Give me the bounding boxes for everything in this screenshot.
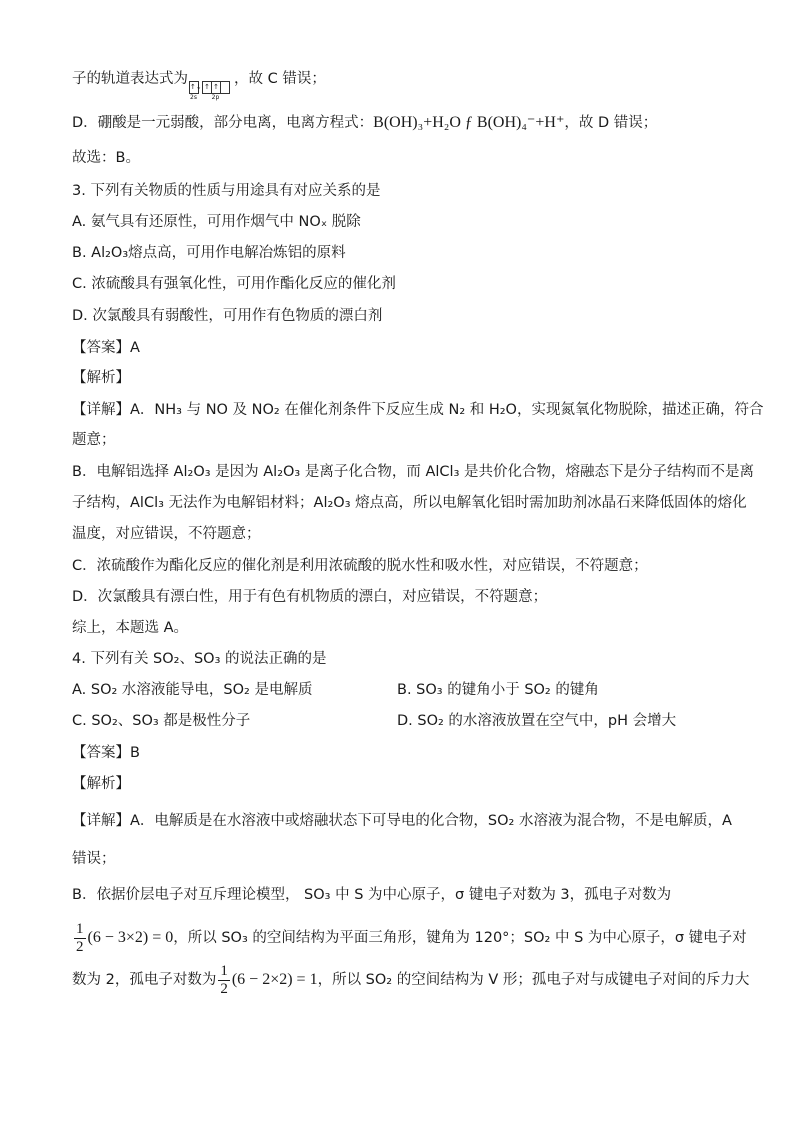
text-line bbox=[72, 112, 732, 134]
option-d: D. SO₂ 的水溶液放置在空气中，pH 会增大 bbox=[397, 713, 677, 729]
text-line: 故选：B。 bbox=[72, 150, 140, 166]
text-span: D．硼酸是一元弱酸，部分电离，电离方程式： bbox=[72, 115, 374, 131]
orbital-diagram bbox=[189, 74, 233, 101]
question-stem: 4. 下列有关 SO₂、SO₃ 的说法正确的是 bbox=[72, 651, 327, 667]
question-stem: 3. 下列有关物质的性质与用途具有对应关系的是 bbox=[72, 183, 381, 199]
text-line: 子结构，AlCl₃ 无法作为电解铝材料；Al₂O₃ 熔点高，所以电解氧化铝时需加助剂冰晶石来降低固体的熔化 bbox=[72, 495, 747, 511]
text-line: B．依据价层电子对互斥理论模型， SO₃ 中 S 为中心原子，σ 键电子对数为 3，孤电子对数为 bbox=[72, 887, 672, 903]
equation: B(OH)₃+H₂O ƒ B(OH)₄⁻+H⁺ bbox=[373, 114, 565, 131]
text-line bbox=[72, 68, 732, 101]
text-span: 数为 2，孤电子对数为 bbox=[72, 972, 217, 988]
text-line: 【详解】A．电解质是在水溶液中或熔融状态下可导电的化合物，SO₂ 水溶液为混合物，不是电解质，A bbox=[72, 813, 732, 829]
fraction-denominator: 2 bbox=[220, 980, 228, 997]
option-d: D. 次氯酸具有弱酸性，可用作有色物质的漂白剂 bbox=[72, 308, 383, 324]
fraction bbox=[218, 963, 230, 998]
text-line: D．次氯酸具有漂白性，用于有色有机物质的漂白，对应错误，不符题意； bbox=[72, 589, 548, 605]
option-c: C. 浓硫酸具有强氧化性，可用作酯化反应的催化剂 bbox=[72, 276, 396, 292]
option-b: B. Al₂O₃熔点高，可用作电解冶炼铝的原料 bbox=[72, 245, 346, 261]
fraction-numerator: 1 bbox=[76, 920, 84, 937]
text-span: ，故 D 错误； bbox=[564, 115, 658, 131]
text-line bbox=[72, 960, 750, 1000]
text-line: 综上，本题选 A。 bbox=[72, 620, 189, 636]
text-line: 【详解】A．NH₃ 与 NO 及 NO₂ 在催化剂条件下反应生成 N₂ 和 H₂O，实现氮氧化物脱除，描述正确，符合 bbox=[72, 402, 764, 418]
math-expression: (6 − 2×2) = 1 bbox=[231, 971, 318, 988]
text-line: B．电解铝选择 Al₂O₃ 是因为 Al₂O₃ 是离子化合物，而 AlCl₃ 是共价化合物，熔融态下是分子结构而不是离 bbox=[72, 464, 754, 480]
orbital-box-empty bbox=[220, 81, 230, 94]
option-a: A. 氨气具有还原性，可用作烟气中 NOₓ 脱除 bbox=[72, 214, 361, 230]
orbital-box: ↑ bbox=[202, 81, 212, 94]
text-line: 温度，对应错误，不符题意； bbox=[72, 526, 261, 542]
analysis-label: 【解析】 bbox=[72, 776, 130, 792]
option-c: C. SO₂、SO₃ 都是极性分子 bbox=[72, 713, 251, 729]
text-line: 错误； bbox=[72, 851, 116, 867]
orbital-label: 2s bbox=[190, 94, 197, 101]
orbital-2p bbox=[202, 81, 229, 101]
orbital-box: ↑↓ bbox=[189, 81, 199, 94]
option-a: A. SO₂ 水溶液能导电，SO₂ 是电解质 bbox=[72, 682, 313, 698]
math-expression: (6 − 3×2) = 0 bbox=[87, 929, 174, 946]
analysis-label: 【解析】 bbox=[72, 370, 130, 386]
text-span: ，故 C 错误； bbox=[234, 71, 326, 87]
text-span: 子的轨道表达式为 bbox=[72, 71, 188, 87]
orbital-label: 2p bbox=[211, 94, 220, 101]
orbital-box: ↑ bbox=[211, 81, 221, 94]
answer-label: 【答案】A bbox=[72, 340, 140, 356]
fraction-denominator: 2 bbox=[76, 938, 84, 955]
orbital-2s bbox=[189, 81, 202, 101]
fraction-numerator: 1 bbox=[220, 962, 228, 979]
text-line: C．浓硫酸作为酯化反应的催化剂是利用浓硫酸的脱水性和吸水性，对应错误，不符题意； bbox=[72, 558, 648, 574]
text-line bbox=[72, 918, 747, 958]
option-b: B. SO₃ 的键角小于 SO₂ 的键角 bbox=[397, 682, 599, 698]
text-span: ，所以 SO₃ 的空间结构为平面三角形，键角为 120°；SO₂ 中 S 为中心原子，σ 键电子对 bbox=[173, 930, 747, 946]
text-span: ，所以 SO₂ 的空间结构为 V 形；孤电子对与成键电子对间的斥力大 bbox=[317, 972, 750, 988]
fraction bbox=[74, 921, 86, 956]
answer-label: 【答案】B bbox=[72, 745, 140, 761]
text-line: 题意； bbox=[72, 432, 116, 448]
